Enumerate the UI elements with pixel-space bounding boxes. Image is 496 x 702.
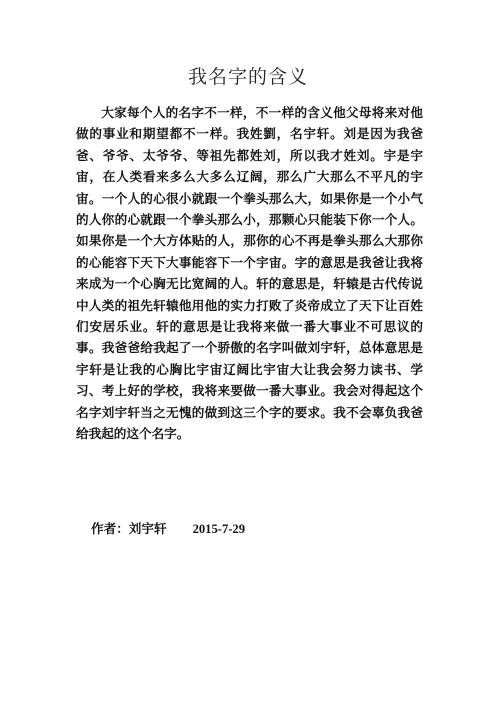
author-label: 作者：刘宇轩 bbox=[91, 521, 167, 536]
document-date: 2015-7-29 bbox=[192, 522, 246, 536]
signature-line bbox=[91, 519, 245, 539]
document-body: 大家每个人的名字不一样，不一样的含义他父母将来对他做的事业和期望都不一样。我姓劉，名宇轩。刘是因为我爸爸、爷爷、太爷爷、等祖先都姓刘，所以我才姓刘。宇是宇宙，在人类看来多么大多么辽阔，那么广大那么不平凡的宇宙。一个人的心很小就跟一个拳头那么大，如果你是一个小气的人你的心就跟一个拳头那么小，那颗心只能装下你一个人。如果你是一个大方体贴的人，那你的心不再是拳头那么大那你的心能容下天下大事能容下一个宇宙。字的意思是我爸让我将来成为一个心胸无比宽阔的人。轩的意思是，轩辕是古代传说中人类的祖先轩辕他用他的实力打败了炎帝成立了天下让百姓们安居乐业。轩的意思是让我将来做一番大事业不可思议的事。我爸爸给我起了一个骄傲的名字叫做刘宇轩，总体意思是宇轩是让我的心胸比宇宙辽阔比宇宙大让我会努力读书、学习、考上好的学校，我将来要做一番大事业。我会对得起这个名字刘宇轩当之无愧的做到这三个字的要求。我不会辜负我爸给我起的这个名字。 bbox=[76, 105, 423, 442]
document-title: 我名字的含义 bbox=[187, 66, 308, 88]
